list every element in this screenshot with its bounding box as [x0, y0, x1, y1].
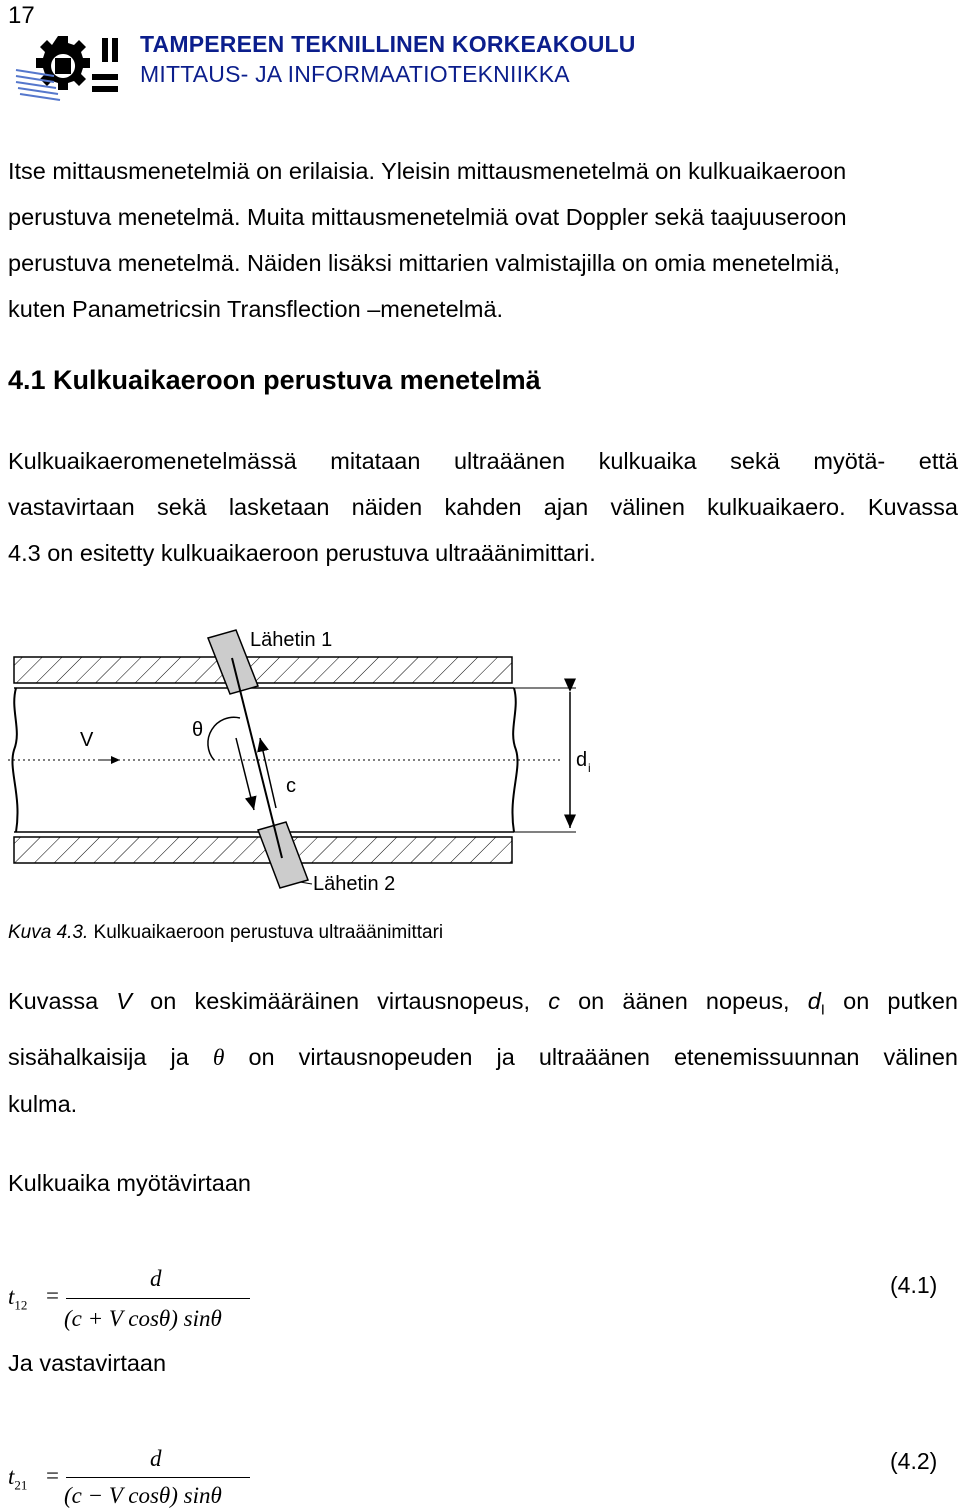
- sound-arrow-down: [236, 738, 254, 810]
- velocity-label: V: [80, 729, 94, 751]
- section-heading: 4.1 Kulkuaikaeroon perustuva menetelmä: [8, 365, 541, 395]
- sound-speed-label: c: [286, 775, 296, 797]
- symbols-paragraph: [8, 978, 958, 1127]
- fraction-bar: [66, 1298, 250, 1299]
- text-line: sisähalkaisija ja θ on virtausnopeuden ja ultraäänen etenemissuunnan välinen: [8, 1043, 958, 1071]
- figure-caption: [8, 922, 443, 944]
- denominator: (c + V cosθ) sinθ: [64, 1306, 222, 1331]
- text-line: 4.3 on esitetty kulkuaikaeroon perustuva ultraäänimittari.: [8, 540, 596, 566]
- transmitter-1-label: Lähetin 1: [250, 629, 333, 651]
- flowmeter-diagram: [0, 600, 960, 920]
- gear-logo-icon: [14, 30, 136, 108]
- equation-number-4-2: (4.2): [890, 1448, 938, 1474]
- sound-arrow-up: [260, 738, 276, 808]
- diameter-label: d: [576, 749, 588, 771]
- diameter-subscript: i: [588, 761, 591, 775]
- transmitter-2-label: Lähetin 2: [313, 873, 396, 895]
- denominator: (c − V cosθ) sinθ: [64, 1483, 222, 1508]
- text-line: perustuva menetelmä. Näiden lisäksi mittarien valmistajilla on omia menetelmiä,: [8, 250, 840, 276]
- text-line: perustuva menetelmä. Muita mittausmenetelmiä ovat Doppler sekä taajuuseroon: [8, 204, 847, 230]
- university-name: TAMPEREEN TEKNILLINEN KORKEAKOULU: [140, 31, 636, 57]
- angle-label: θ: [192, 719, 204, 741]
- angle-arc: [208, 717, 240, 760]
- text-line: vastavirtaan sekä lasketaan näiden kahden ajan välinen kulkuaikaero. Kuvassa: [8, 494, 958, 520]
- numerator: d: [150, 1266, 162, 1291]
- text-line: Kuvassa V on keskimääräinen virtausnopeus, c on äänen nopeus, $d_I$ on putken: [8, 988, 958, 1019]
- text-line: kulma.: [8, 1090, 78, 1117]
- fraction-bar: [66, 1477, 250, 1478]
- text-line: Itse mittausmenetelmiä on erilaisia. Yleisin mittausmenetelmä on kulkuaikaeroon: [8, 158, 847, 184]
- equation-4-2: $t_{21}$ = d (c − V cosθ) sinθ: [8, 1446, 268, 1510]
- upstream-heading: Ja vastavirtaan: [8, 1350, 167, 1376]
- department-name: MITTAUS- JA INFORMAATIOTEKNIIKKA: [140, 61, 570, 87]
- text-line: kuten Panametricsin Transflection –menetelmä.: [8, 296, 504, 322]
- equation-4-1: $t_{12}$ = d (c + V cosθ) sinθ: [8, 1266, 268, 1336]
- intro-paragraph: [8, 148, 958, 332]
- downstream-heading: Kulkuaika myötävirtaan: [8, 1170, 251, 1196]
- page-number: 17: [8, 2, 35, 29]
- caption-label: Kuva 4.3.: [8, 922, 89, 943]
- pipe-wall-top: [14, 657, 512, 683]
- caption-text: Kulkuaikaeroon perustuva ultraäänimittari: [88, 922, 444, 943]
- text-line: Kulkuaikaeromenetelmässä mitataan ultraäänen kulkuaika sekä myötä- että: [8, 448, 958, 474]
- method-paragraph: [8, 438, 958, 576]
- numerator: d: [150, 1446, 162, 1471]
- equation-number-4-1: (4.1): [890, 1272, 938, 1298]
